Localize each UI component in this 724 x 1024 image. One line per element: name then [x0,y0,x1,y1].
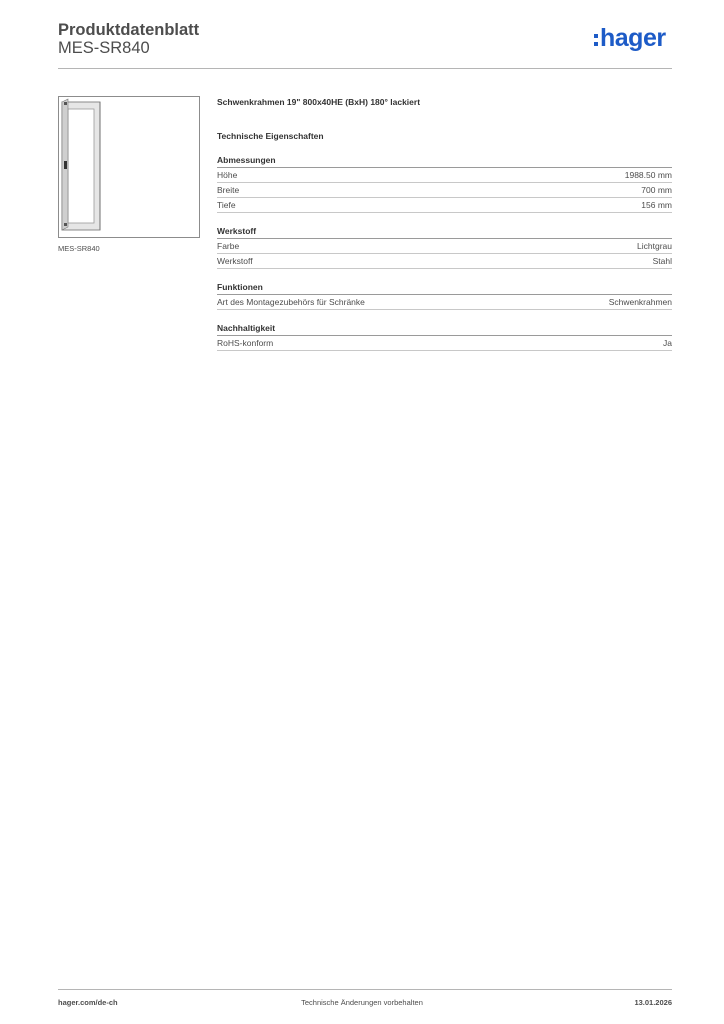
header-divider [58,68,672,69]
spec-value: Schwenkrahmen [608,297,672,307]
spec-label: Breite [217,185,240,195]
section-funktionen [217,282,672,310]
spec-label: Farbe [217,241,240,251]
spec-row [217,198,672,213]
section-title: Werkstoff [217,226,672,239]
tech-heading: Technische Eigenschaften [217,131,324,141]
spec-row [217,183,672,198]
spec-value: Lichtgrau [637,241,672,251]
spec-row [217,254,672,269]
section-title: Nachhaltigkeit [217,323,672,336]
logo-dots-icon [594,34,598,50]
article-number: MES-SR840 [58,39,150,57]
section-title: Abmessungen [217,155,672,168]
spec-value: 156 mm [641,200,672,210]
product-name: Schwenkrahmen 19" 800x40HE (BxH) 180° lackiert [217,97,421,107]
spec-row [217,239,672,254]
product-details [217,96,672,351]
product-image [58,96,200,238]
section-nachhaltigkeit [217,323,672,351]
hager-logo: hager [600,24,666,52]
swing-frame-icon [59,97,199,237]
page-title: Produktdatenblatt [58,21,200,39]
spec-value: 1988.50 mm [624,170,672,180]
spec-row [217,168,672,183]
section-title: Funktionen [217,282,672,295]
spec-value: 700 mm [641,185,672,195]
footer-divider [58,989,672,990]
section-werkstoff [217,226,672,269]
spec-label: Art des Montagezubehörs für Schränke [217,297,365,307]
spec-value: Ja [663,338,672,348]
image-caption: MES-SR840 [58,244,100,253]
section-abmessungen [217,155,672,213]
spec-label: Tiefe [217,200,236,210]
spec-value: Stahl [652,256,672,266]
spec-row [217,336,672,351]
spec-label: RoHS-konform [217,338,274,348]
spec-label: Höhe [217,170,238,180]
footer-website-link[interactable]: hager.com/de-ch [58,998,118,1007]
footer-date: 13.01.2026 [634,998,672,1007]
spec-label: Werkstoff [217,256,253,266]
footer-disclaimer: Technische Änderungen vorbehalten [301,998,423,1007]
spec-row [217,295,672,310]
